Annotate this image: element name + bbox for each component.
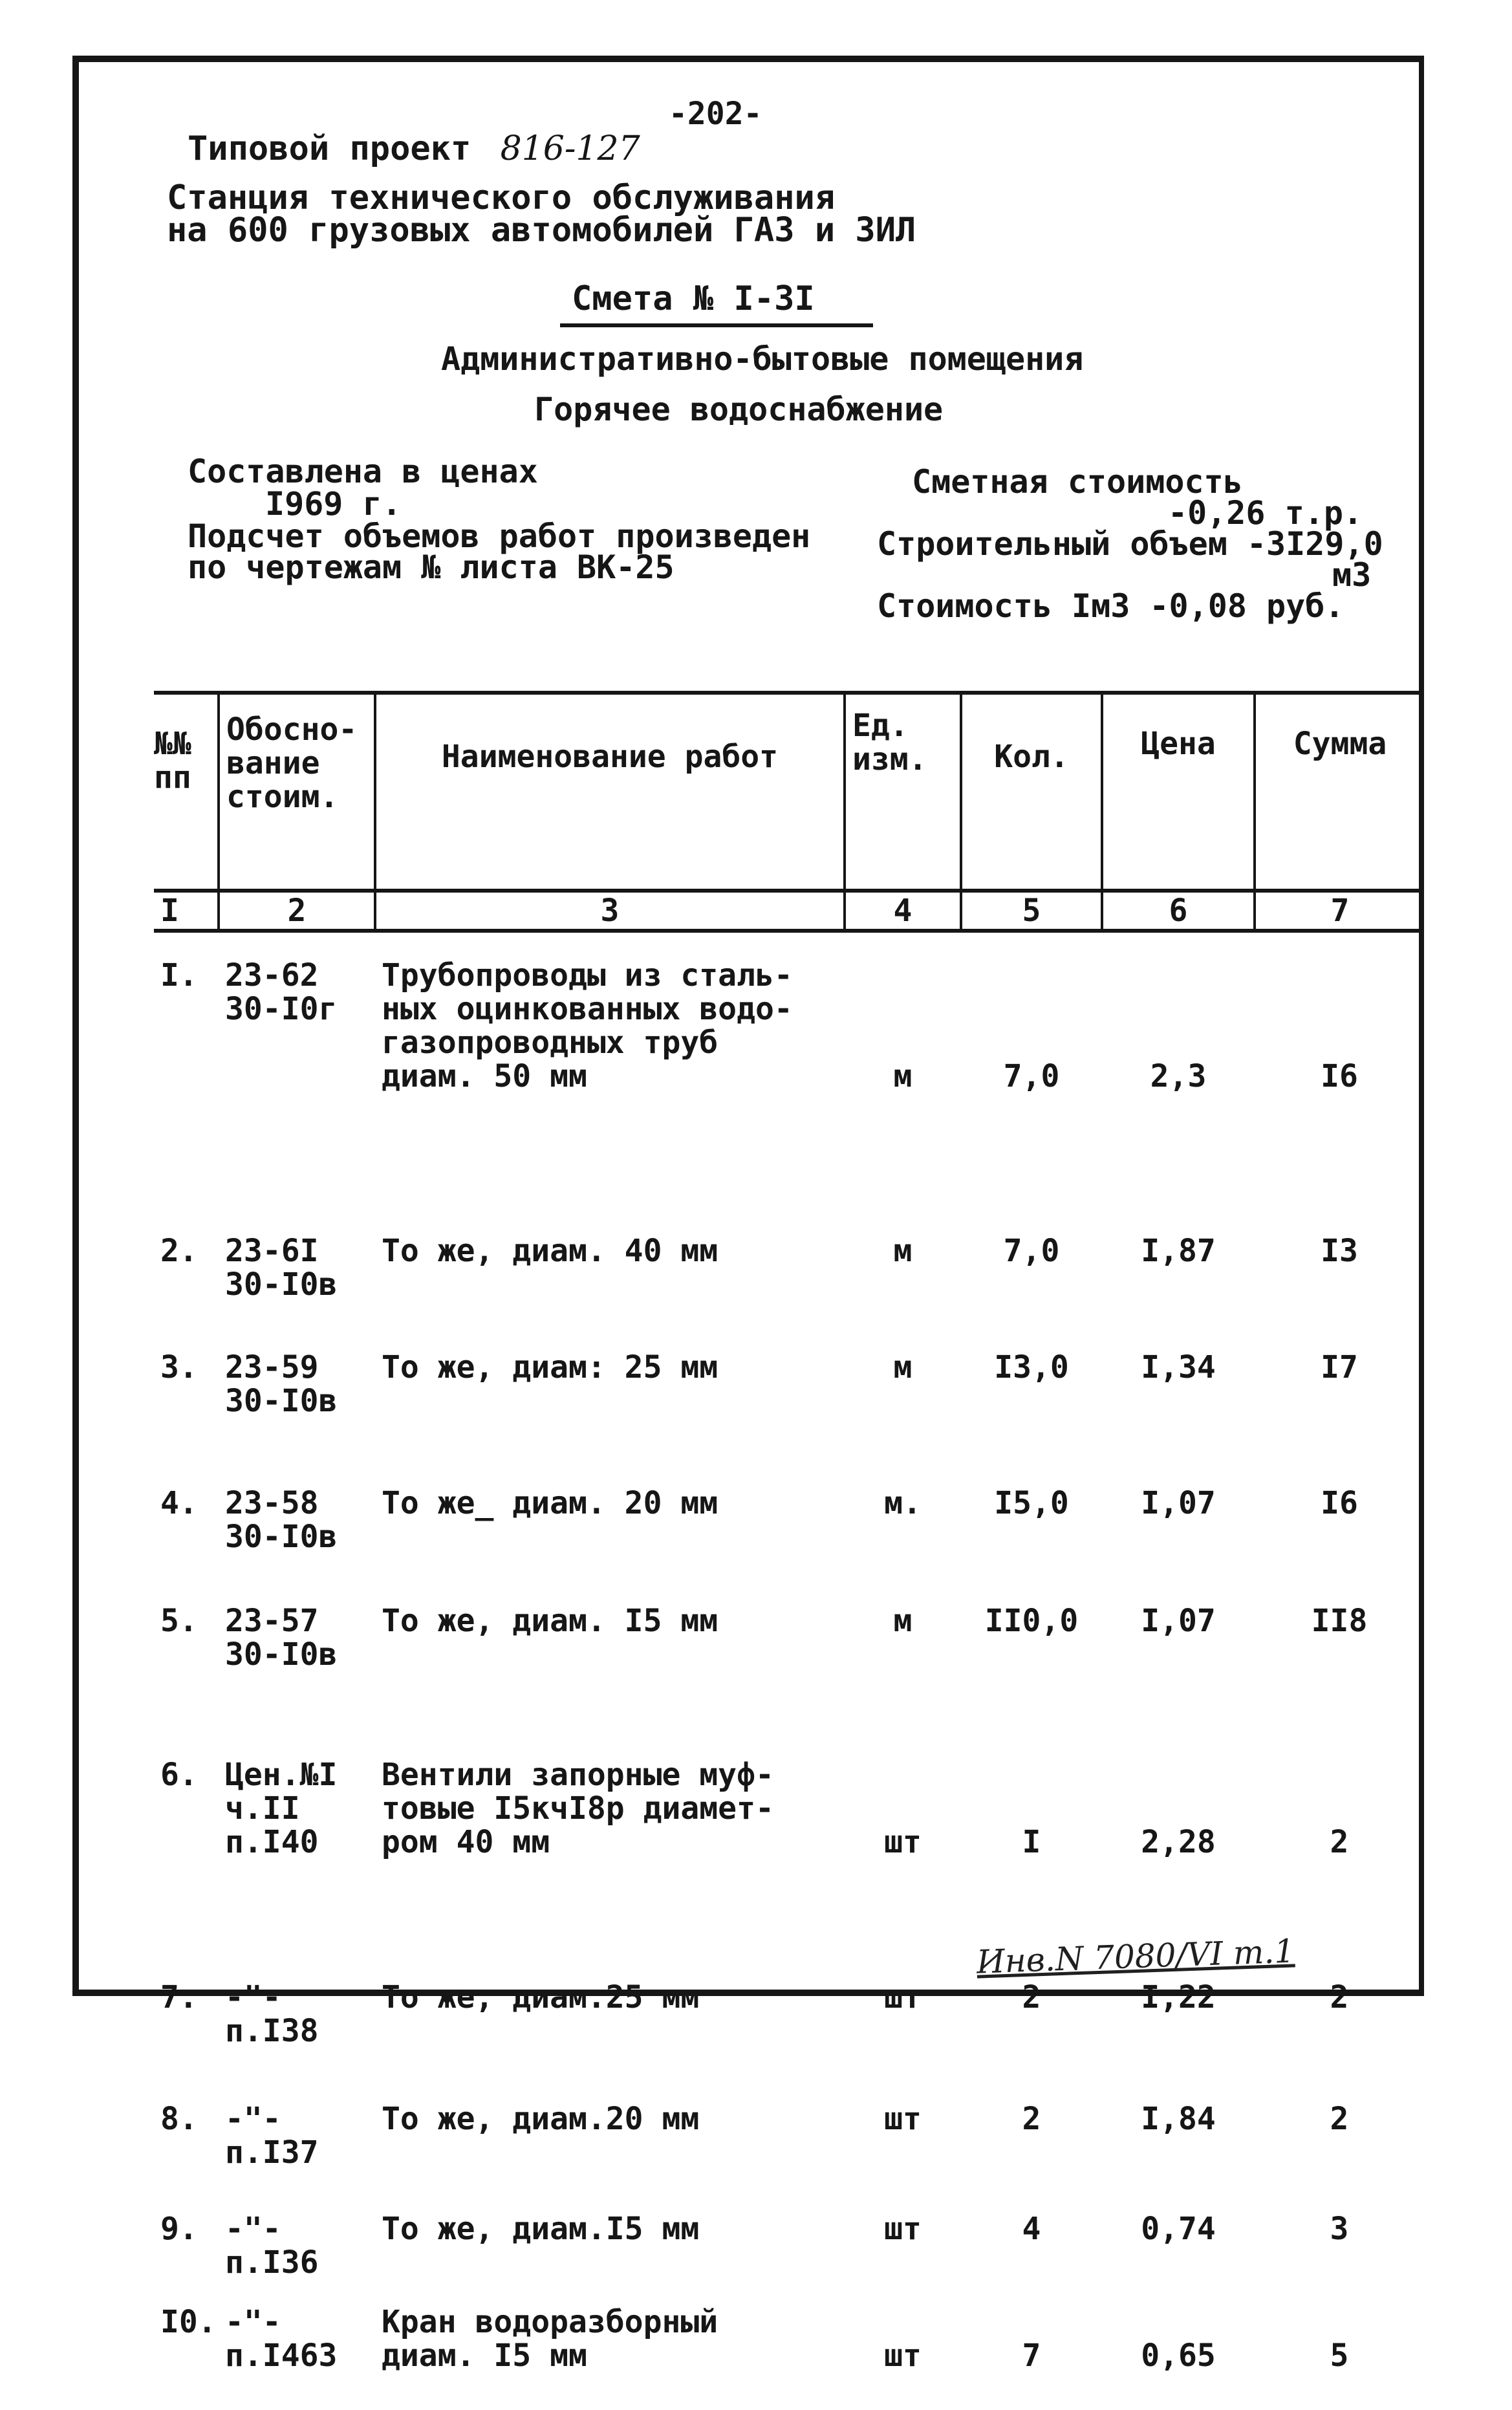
- row-unit-value: м: [893, 1349, 913, 1385]
- row-basis: [219, 1322, 375, 1454]
- row-basis-line: 30-I0в: [225, 1636, 338, 1673]
- header-unit: Ед. изм.: [845, 693, 961, 891]
- row-number: [154, 1581, 219, 1713]
- row-unit-value: м: [893, 1233, 913, 1269]
- row-price-value: 0,74: [1141, 2211, 1216, 2247]
- left-info-line-3: Подсчет объемов работ произведен: [188, 517, 811, 555]
- table-row: [154, 2294, 1424, 2410]
- row-basis-line: -"-: [225, 2211, 281, 2247]
- right-info-line-5: Стоимость Iм3 -0,08 руб.: [877, 587, 1345, 625]
- row-basis: [219, 2294, 375, 2410]
- table-header-row: [154, 693, 1424, 891]
- row-basis-line: 30-I0в: [225, 1266, 338, 1303]
- row-name-line: Кран водоразборный: [382, 2304, 718, 2340]
- row-sum: [1255, 1581, 1424, 1713]
- row-name: [375, 1713, 845, 1961]
- row-price: [1102, 1322, 1255, 1454]
- column-number-row: [154, 891, 1424, 931]
- row-number-line: 8.: [160, 2101, 198, 2137]
- row-basis-line: п.I38: [225, 2013, 319, 2049]
- row-qty: [961, 1219, 1102, 1322]
- row-basis-line: п.I37: [225, 2134, 319, 2171]
- row-sum-value: 2: [1330, 1824, 1349, 1860]
- row-unit-value: м: [893, 1603, 913, 1639]
- row-basis-line: п.I463: [225, 2338, 338, 2374]
- row-name: [375, 1581, 845, 1713]
- row-number-line: 9.: [160, 2211, 198, 2247]
- row-qty-value: I: [1022, 1824, 1041, 1860]
- column-number: 6: [1102, 891, 1255, 931]
- row-name: [375, 2194, 845, 2294]
- row-unit: [845, 1961, 961, 2079]
- row-basis-line: 30-I0в: [225, 1519, 338, 1555]
- row-basis-line: 23-6I: [225, 1233, 319, 1269]
- row-unit: [845, 1581, 961, 1713]
- station-line-2: на 600 грузовых автомобилей ГАЗ и ЗИЛ: [167, 211, 916, 250]
- right-info-line-3: Строительный объем -3I29,0: [877, 525, 1383, 563]
- row-qty-value: 2: [1022, 2101, 1041, 2137]
- row-basis-line: -"-: [225, 2101, 281, 2137]
- row-sum-value: 2: [1330, 2101, 1349, 2137]
- row-price-value: I,07: [1141, 1603, 1216, 1639]
- row-price-value: 0,65: [1141, 2338, 1216, 2374]
- row-sum-value: 2: [1330, 1979, 1349, 2015]
- row-sum: [1255, 2194, 1424, 2294]
- row-number: [154, 1961, 219, 2079]
- estimate-subtitle-1: Административно-бытовые помещения: [441, 340, 1084, 378]
- row-price-value: I,34: [1141, 1349, 1216, 1385]
- row-name: [375, 2294, 845, 2410]
- row-number: [154, 2294, 219, 2410]
- row-qty: [961, 1322, 1102, 1454]
- row-basis-line: 30-I0в: [225, 1383, 338, 1419]
- row-unit: [845, 1713, 961, 1961]
- row-price-value: I,22: [1141, 1979, 1216, 2015]
- row-unit-value: шт: [884, 2101, 922, 2137]
- project-label-text: Типовой проект: [188, 129, 471, 168]
- row-unit: [845, 931, 961, 1219]
- row-name-line: То же, диам.20 мм: [382, 2101, 700, 2137]
- row-unit-value: м.: [884, 1485, 922, 1521]
- row-name-line: ром 40 мм: [382, 1824, 550, 1860]
- row-unit-value: шт: [884, 1824, 922, 1860]
- row-basis: [219, 1713, 375, 1961]
- row-unit: [845, 2294, 961, 2410]
- column-number: 2: [219, 891, 375, 931]
- row-basis-line: ч.II: [225, 1790, 300, 1827]
- row-unit-value: м: [893, 1058, 913, 1094]
- row-price: [1102, 931, 1255, 1219]
- row-name: [375, 1961, 845, 2079]
- row-price-value: 2,3: [1150, 1058, 1207, 1094]
- row-name-line: То же, диам. I5 мм: [382, 1603, 718, 1639]
- row-number: [154, 1322, 219, 1454]
- row-basis-line: 23-62: [225, 957, 319, 993]
- estimate-title: Смета № I-3I: [572, 279, 815, 318]
- row-basis: [219, 2194, 375, 2294]
- row-sum: [1255, 1713, 1424, 1961]
- project-number-handwritten: 816-127: [500, 129, 640, 168]
- page-number: -202-: [669, 96, 762, 132]
- row-number: [154, 2194, 219, 2294]
- row-name-line: То же, диам.I5 мм: [382, 2211, 700, 2247]
- row-basis-line: -"-: [225, 1979, 281, 2015]
- row-basis-line: п.I40: [225, 1824, 319, 1860]
- row-qty-value: 2: [1022, 1979, 1041, 2015]
- row-basis: [219, 2079, 375, 2194]
- row-basis-line: -"-: [225, 2304, 281, 2340]
- row-sum: [1255, 1322, 1424, 1454]
- right-info-line-4: м3: [1332, 556, 1372, 594]
- row-unit: [845, 2079, 961, 2194]
- row-price: [1102, 1961, 1255, 2079]
- row-basis: [219, 931, 375, 1219]
- row-number-line: 4.: [160, 1485, 198, 1521]
- row-unit: [845, 2194, 961, 2294]
- row-unit: [845, 1219, 961, 1322]
- left-info-line-1: Составлена в ценах: [188, 453, 538, 490]
- header-sum: Сумма: [1255, 693, 1424, 891]
- row-sum-value: I7: [1321, 1349, 1358, 1385]
- row-price-value: 2,28: [1141, 1824, 1216, 1860]
- row-sum-value: I3: [1321, 1233, 1358, 1269]
- table-row: [154, 1322, 1424, 1454]
- row-number: [154, 931, 219, 1219]
- row-qty-value: 7,0: [1003, 1233, 1060, 1269]
- row-sum: [1255, 1961, 1424, 2079]
- row-qty-value: 4: [1022, 2211, 1041, 2247]
- row-name-line: газопроводных труб: [382, 1025, 718, 1061]
- row-number-line: 2.: [160, 1233, 198, 1269]
- row-number: [154, 1713, 219, 1961]
- row-sum-value: I6: [1321, 1485, 1358, 1521]
- header-name: Наименование работ: [375, 693, 845, 891]
- row-unit-value: шт: [884, 2211, 922, 2247]
- row-name: [375, 1454, 845, 1581]
- row-qty: [961, 1581, 1102, 1713]
- row-number-line: I.: [160, 957, 198, 993]
- row-price-value: I,84: [1141, 2101, 1216, 2137]
- row-basis-line: п.I36: [225, 2244, 319, 2281]
- row-price: [1102, 2194, 1255, 2294]
- row-name-line: ных оцинкованных водо-: [382, 991, 793, 1027]
- column-number: 4: [845, 891, 961, 931]
- row-qty-value: I5,0: [994, 1485, 1069, 1521]
- row-qty: [961, 2194, 1102, 2294]
- row-qty-value: 7,0: [1003, 1058, 1060, 1094]
- table-row: [154, 931, 1424, 1219]
- row-unit-value: шт: [884, 2338, 922, 2374]
- station-line-1: Станция технического обслуживания: [167, 179, 836, 217]
- column-number: I: [154, 891, 219, 931]
- row-price: [1102, 1219, 1255, 1322]
- right-info-line-2: -0,26 т.р.: [1168, 494, 1363, 532]
- row-sum-value: 3: [1330, 2211, 1349, 2247]
- row-number: [154, 2079, 219, 2194]
- row-qty: [961, 2079, 1102, 2194]
- row-price: [1102, 2294, 1255, 2410]
- row-unit: [845, 1322, 961, 1454]
- row-price-value: I,87: [1141, 1233, 1216, 1269]
- row-name: [375, 1322, 845, 1454]
- right-info-line-1: Сметная стоимость: [912, 463, 1243, 501]
- row-name-line: То же, диам.25 мм: [382, 1979, 700, 2015]
- row-name-line: диам. I5 мм: [382, 2338, 587, 2374]
- row-unit-value: шт: [884, 1979, 922, 2015]
- row-price: [1102, 2079, 1255, 2194]
- row-sum: [1255, 931, 1424, 1219]
- row-sum-value: II8: [1311, 1603, 1368, 1639]
- row-name-line: диам. 50 мм: [382, 1058, 587, 1094]
- column-number: 7: [1255, 891, 1424, 931]
- row-name-line: То же_ диам. 20 мм: [382, 1485, 718, 1521]
- left-info-line-4: по чертежам № листа ВК-25: [188, 548, 675, 586]
- row-basis-line: 23-59: [225, 1349, 319, 1385]
- row-basis: [219, 1961, 375, 2079]
- row-name: [375, 931, 845, 1219]
- table-row: [154, 1713, 1424, 1961]
- row-name-line: товые I5кчI8р диамет-: [382, 1790, 774, 1827]
- row-number: [154, 1219, 219, 1322]
- project-label: [188, 129, 640, 168]
- header-basis: Обосно-вание стоим.: [219, 693, 375, 891]
- row-qty: [961, 2294, 1102, 2410]
- row-basis-line: 23-57: [225, 1603, 319, 1639]
- column-number: 3: [375, 891, 845, 931]
- row-basis: [219, 1219, 375, 1322]
- row-name-line: То же, диам. 40 мм: [382, 1233, 718, 1269]
- table-row: [154, 1961, 1424, 2079]
- estimate-subtitle-2: Горячее водоснабжение: [534, 391, 944, 428]
- row-qty-value: II0,0: [984, 1603, 1079, 1639]
- header-qty: Кол.: [961, 693, 1102, 891]
- estimate-title-underline: [560, 323, 873, 327]
- row-number-line: 5.: [160, 1603, 198, 1639]
- left-info-line-2: I969 г.: [265, 485, 402, 523]
- row-number-line: 6.: [160, 1757, 198, 1793]
- row-name-line: То же, диам: 25 мм: [382, 1349, 718, 1385]
- header-num: №№ пп: [154, 693, 219, 891]
- row-sum-value: 5: [1330, 2338, 1349, 2374]
- estimate-table: [154, 691, 1424, 2410]
- row-qty: [961, 931, 1102, 1219]
- row-name: [375, 2079, 845, 2194]
- row-qty: [961, 1454, 1102, 1581]
- table-row: [154, 1219, 1424, 1322]
- header-price: Цена: [1102, 693, 1255, 891]
- row-basis-line: 30-I0г: [225, 991, 338, 1027]
- column-number: 5: [961, 891, 1102, 931]
- row-basis: [219, 1454, 375, 1581]
- table-row: [154, 1581, 1424, 1713]
- table-row: [154, 2079, 1424, 2194]
- row-number-line: 3.: [160, 1349, 198, 1385]
- row-name-line: Вентили запорные муф-: [382, 1757, 774, 1793]
- row-basis-line: 23-58: [225, 1485, 319, 1521]
- row-basis: [219, 1581, 375, 1713]
- row-qty: [961, 1713, 1102, 1961]
- row-sum: [1255, 2294, 1424, 2410]
- row-price: [1102, 1713, 1255, 1961]
- row-name: [375, 1219, 845, 1322]
- row-number: [154, 1454, 219, 1581]
- row-sum: [1255, 1219, 1424, 1322]
- row-qty-value: I3,0: [994, 1349, 1069, 1385]
- inventory-stamp: Инв.N 7080/VI т.1: [976, 1932, 1296, 1981]
- row-price-value: I,07: [1141, 1485, 1216, 1521]
- row-sum: [1255, 2079, 1424, 2194]
- row-number-line: I0.: [160, 2304, 217, 2340]
- row-name-line: Трубопроводы из сталь-: [382, 957, 793, 993]
- table-row: [154, 2194, 1424, 2294]
- table-row: [154, 1454, 1424, 1581]
- row-qty-value: 7: [1022, 2338, 1041, 2374]
- row-price: [1102, 1454, 1255, 1581]
- row-basis-line: Цен.№I: [225, 1757, 338, 1793]
- row-number-line: 7.: [160, 1979, 198, 2015]
- row-sum-value: I6: [1321, 1058, 1358, 1094]
- row-unit: [845, 1454, 961, 1581]
- row-sum: [1255, 1454, 1424, 1581]
- row-price: [1102, 1581, 1255, 1713]
